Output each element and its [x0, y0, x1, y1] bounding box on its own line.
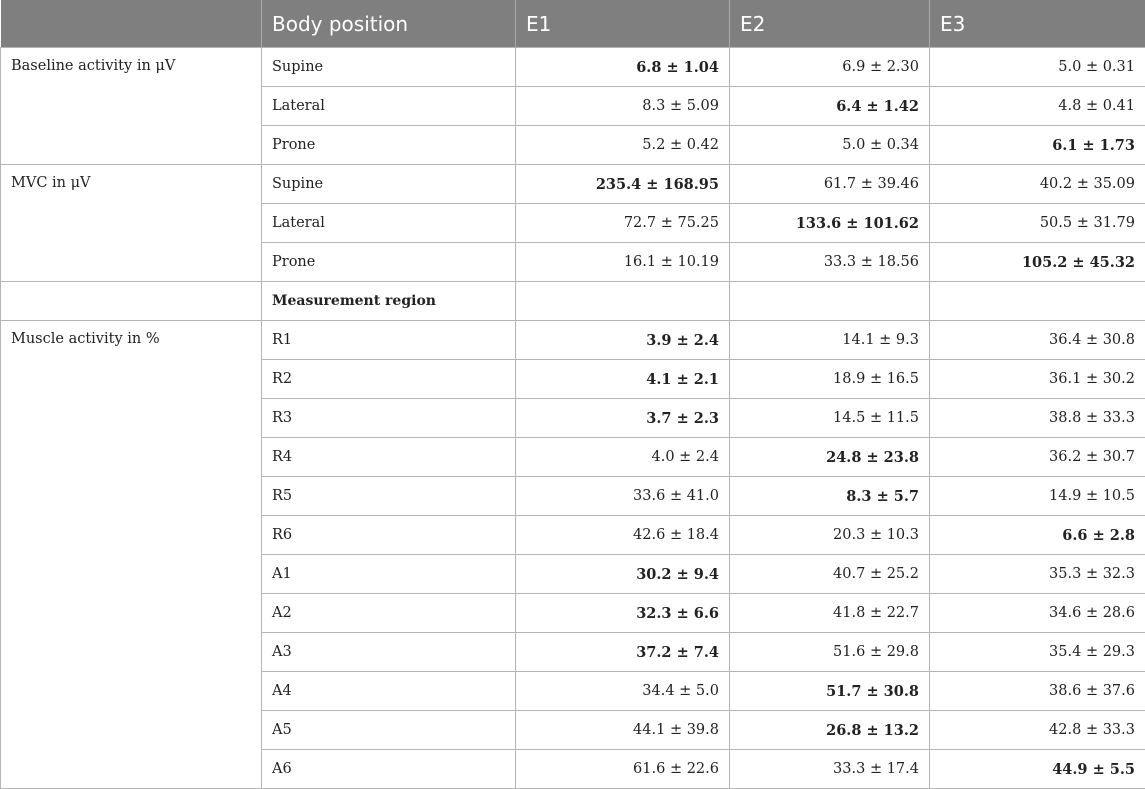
header-row: [1, 0, 1145, 48]
region-cell: A4: [262, 672, 516, 711]
header-e3: E3: [930, 0, 1145, 48]
e3-cell: 50.5 ± 31.79: [930, 204, 1145, 243]
e3-cell: 5.0 ± 0.31: [930, 48, 1145, 87]
subheader-row: [1, 282, 1145, 321]
e2-cell: 6.9 ± 2.30: [730, 48, 930, 87]
e2-cell: 18.9 ± 16.5: [730, 360, 930, 399]
e1-cell: 44.1 ± 39.8: [516, 711, 730, 750]
e3-cell: 6.1 ± 1.73: [930, 126, 1145, 165]
e1-cell: 4.1 ± 2.1: [516, 360, 730, 399]
e3-cell: 36.2 ± 30.7: [930, 438, 1145, 477]
e2-cell: 24.8 ± 23.8: [730, 438, 930, 477]
e2-cell: 14.5 ± 11.5: [730, 399, 930, 438]
measurement-region-label: Measurement region: [262, 282, 516, 321]
e2-cell: 20.3 ± 10.3: [730, 516, 930, 555]
position-cell: Prone: [262, 126, 516, 165]
region-cell: R2: [262, 360, 516, 399]
e1-cell: 34.4 ± 5.0: [516, 672, 730, 711]
e1-cell: 32.3 ± 6.6: [516, 594, 730, 633]
table-row: [1, 321, 1145, 360]
e3-cell: 44.9 ± 5.5: [930, 750, 1145, 789]
position-cell: Supine: [262, 165, 516, 204]
e3-cell: 6.6 ± 2.8: [930, 516, 1145, 555]
region-cell: R6: [262, 516, 516, 555]
region-cell: A2: [262, 594, 516, 633]
e1-cell: 16.1 ± 10.19: [516, 243, 730, 282]
region-cell: A6: [262, 750, 516, 789]
e2-cell: 5.0 ± 0.34: [730, 126, 930, 165]
e2-cell: 40.7 ± 25.2: [730, 555, 930, 594]
e2-cell: 41.8 ± 22.7: [730, 594, 930, 633]
e2-cell: 133.6 ± 101.62: [730, 204, 930, 243]
e3-cell: 14.9 ± 10.5: [930, 477, 1145, 516]
header-body-position: Body position: [262, 0, 516, 48]
e2-cell: 8.3 ± 5.7: [730, 477, 930, 516]
region-cell: R5: [262, 477, 516, 516]
e1-cell: 37.2 ± 7.4: [516, 633, 730, 672]
e1-cell: 235.4 ± 168.95: [516, 165, 730, 204]
e2-cell: 33.3 ± 17.4: [730, 750, 930, 789]
region-cell: R1: [262, 321, 516, 360]
position-cell: Lateral: [262, 87, 516, 126]
subheader-empty: [730, 282, 930, 321]
e3-cell: 36.1 ± 30.2: [930, 360, 1145, 399]
header-empty: [1, 0, 262, 48]
e1-cell: 6.8 ± 1.04: [516, 48, 730, 87]
region-cell: A1: [262, 555, 516, 594]
e1-cell: 3.9 ± 2.4: [516, 321, 730, 360]
table-row: [1, 165, 1145, 204]
header-e1: E1: [516, 0, 730, 48]
e3-cell: 105.2 ± 45.32: [930, 243, 1145, 282]
e3-cell: 34.6 ± 28.6: [930, 594, 1145, 633]
e1-cell: 33.6 ± 41.0: [516, 477, 730, 516]
e1-cell: 8.3 ± 5.09: [516, 87, 730, 126]
region-cell: A5: [262, 711, 516, 750]
subheader-empty: [930, 282, 1145, 321]
e1-cell: 30.2 ± 9.4: [516, 555, 730, 594]
e3-cell: 40.2 ± 35.09: [930, 165, 1145, 204]
e3-cell: 36.4 ± 30.8: [930, 321, 1145, 360]
e2-cell: 6.4 ± 1.42: [730, 87, 930, 126]
e3-cell: 38.8 ± 33.3: [930, 399, 1145, 438]
e1-cell: 3.7 ± 2.3: [516, 399, 730, 438]
e1-cell: 42.6 ± 18.4: [516, 516, 730, 555]
position-cell: Prone: [262, 243, 516, 282]
e3-cell: 4.8 ± 0.41: [930, 87, 1145, 126]
e2-cell: 33.3 ± 18.56: [730, 243, 930, 282]
region-cell: R4: [262, 438, 516, 477]
region-cell: R3: [262, 399, 516, 438]
position-cell: Supine: [262, 48, 516, 87]
position-cell: Lateral: [262, 204, 516, 243]
e3-cell: 42.8 ± 33.3: [930, 711, 1145, 750]
e3-cell: 35.4 ± 29.3: [930, 633, 1145, 672]
table-body: [1, 48, 1145, 789]
subheader-empty: [1, 282, 262, 321]
e1-cell: 61.6 ± 22.6: [516, 750, 730, 789]
region-cell: A3: [262, 633, 516, 672]
e1-cell: 4.0 ± 2.4: [516, 438, 730, 477]
e2-cell: 26.8 ± 13.2: [730, 711, 930, 750]
e2-cell: 51.6 ± 29.8: [730, 633, 930, 672]
header-e2: E2: [730, 0, 930, 48]
e3-cell: 38.6 ± 37.6: [930, 672, 1145, 711]
e2-cell: 61.7 ± 39.46: [730, 165, 930, 204]
mvc-label: MVC in μV: [1, 165, 262, 282]
e2-cell: 14.1 ± 9.3: [730, 321, 930, 360]
table-row: [1, 48, 1145, 87]
muscle-label: Muscle activity in %: [1, 321, 262, 789]
e1-cell: 5.2 ± 0.42: [516, 126, 730, 165]
e2-cell: 51.7 ± 30.8: [730, 672, 930, 711]
subheader-empty: [516, 282, 730, 321]
baseline-label: Baseline activity in μV: [1, 48, 262, 165]
e3-cell: 35.3 ± 32.3: [930, 555, 1145, 594]
e1-cell: 72.7 ± 75.25: [516, 204, 730, 243]
